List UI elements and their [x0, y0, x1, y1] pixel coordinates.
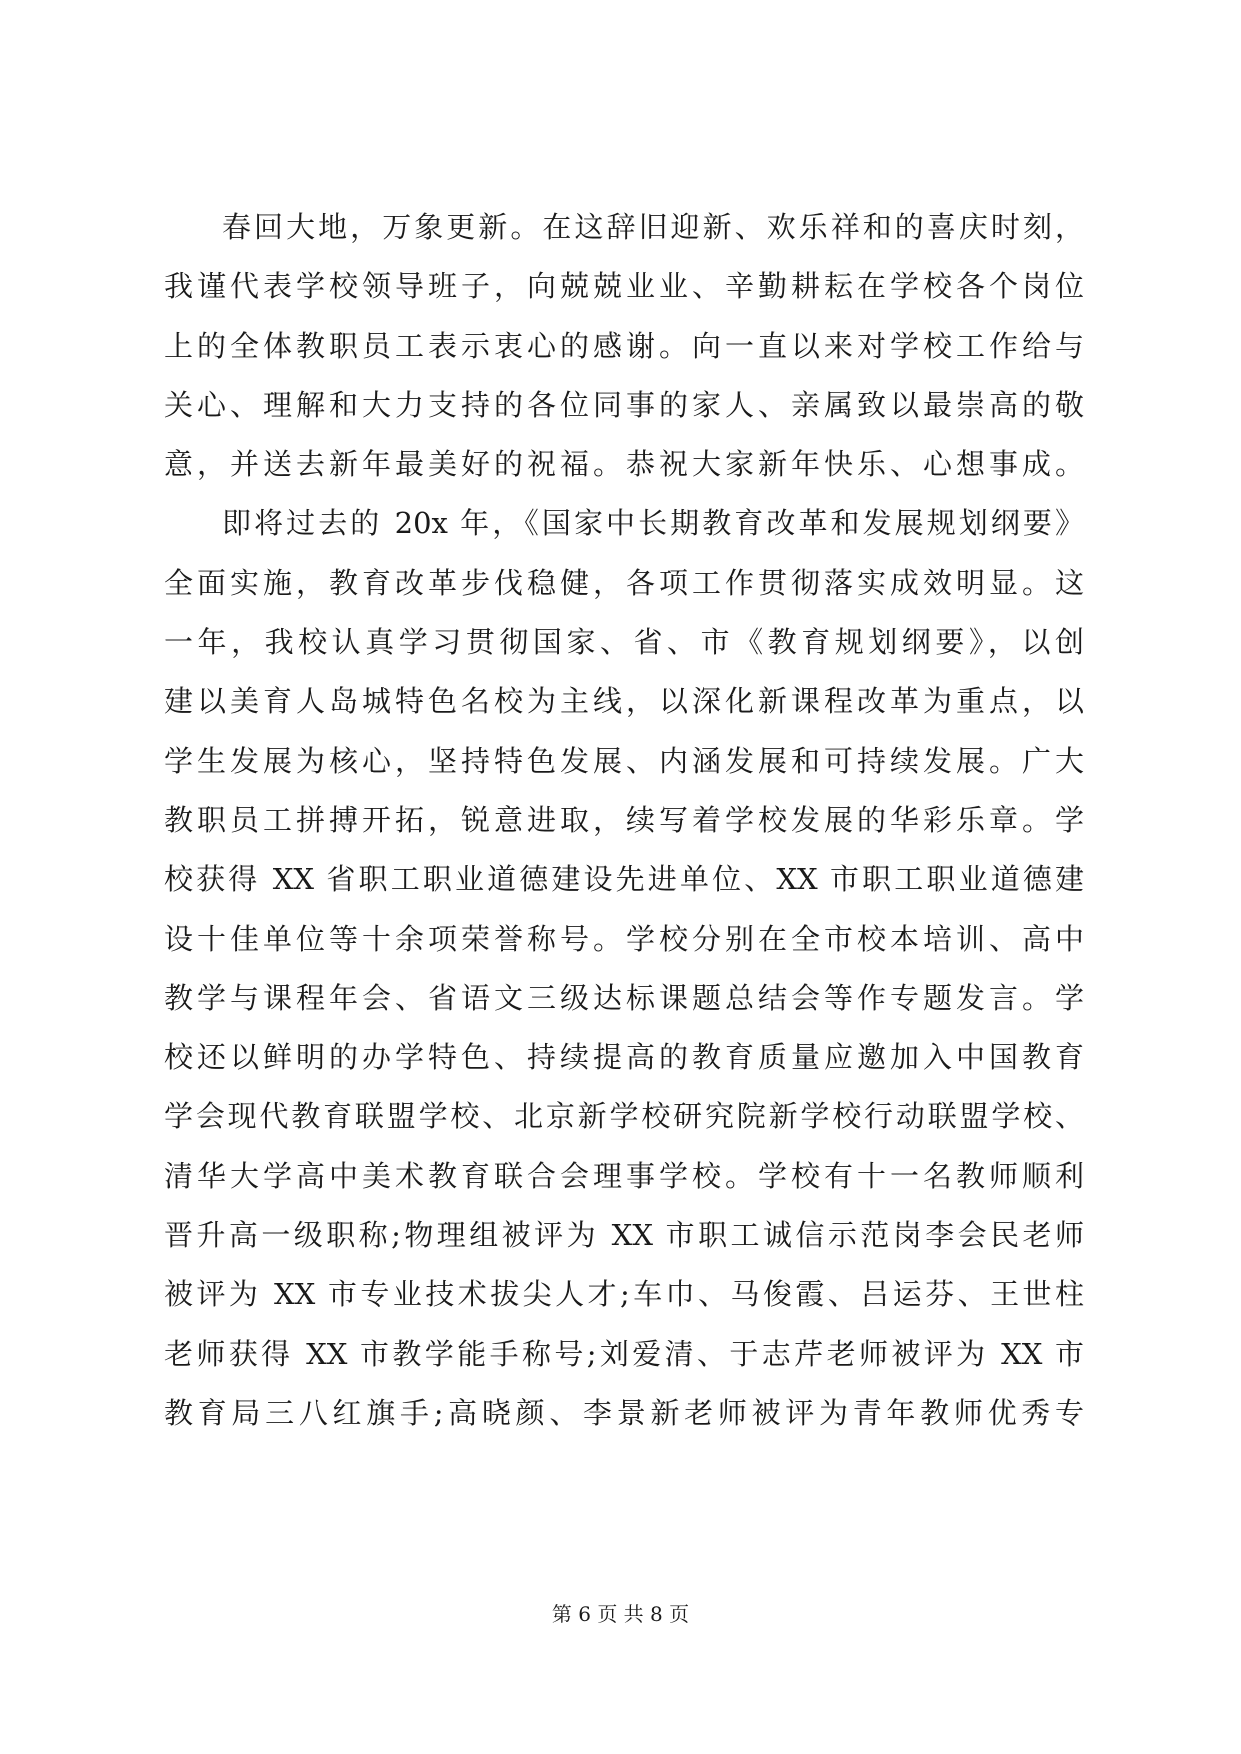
- paragraph-1-line-2: 我谨代表学校领导班子，向兢兢业业、辛勤耕耘在学校各个岗位: [164, 269, 1084, 304]
- paragraph-2-line-5: 学生发展为核心，坚持特色发展、内涵发展和可持续发展。广大: [164, 743, 1084, 778]
- paragraph-2-line-14: 被评为 XX 市专业技术拔尖人才;车巾、马俊霞、吕运芬、王世柱: [164, 1277, 1084, 1312]
- paragraph-2-line-7: 校获得 XX 省职工职业道德建设先进单位、XX 市职工职业道德建: [164, 862, 1084, 897]
- document-body: [164, 198, 1084, 1443]
- paragraph-2-line-3: 一年，我校认真学习贯彻国家、省、市《教育规划纲要》，以创: [164, 625, 1084, 660]
- paragraph-2-line-4: 建以美育人岛城特色名校为主线，以深化新课程改革为重点，以: [164, 684, 1084, 719]
- paragraph-2-line-9: 教学与课程年会、省语文三级达标课题总结会等作专题发言。学: [164, 980, 1084, 1015]
- paragraph-1-line-4: 关心、理解和大力支持的各位同事的家人、亲属致以最崇高的敬: [164, 387, 1084, 422]
- paragraph-1-line-1: 春回大地，万象更新。在这辞旧迎新、欢乐祥和的喜庆时刻，: [222, 210, 1084, 244]
- page-footer: [0, 1600, 1241, 1628]
- paragraph-2-line-10: 校还以鲜明的办学特色、持续提高的教育质量应邀加入中国教育: [164, 1040, 1084, 1075]
- paragraph-2-line-8: 设十佳单位等十余项荣誉称号。学校分别在全市校本培训、高中: [164, 921, 1084, 956]
- page-number-label: 第 6 页 共 8 页: [551, 1602, 690, 1626]
- paragraph-1-line-3: 上的全体教职员工表示衷心的感谢。向一直以来对学校工作给与: [164, 328, 1084, 363]
- paragraph-2-line-15: 老师获得 XX 市教学能手称号;刘爱清、于志芹老师被评为 XX 市: [164, 1336, 1084, 1371]
- paragraph-2-line-12: 清华大学高中美术教育联合会理事学校。学校有十一名教师顺利: [164, 1158, 1084, 1193]
- paragraph-2-line-11: 学会现代教育联盟学校、北京新学校研究院新学校行动联盟学校、: [164, 1099, 1084, 1134]
- paragraph-2-line-6: 教职员工拼搏开拓，锐意进取，续写着学校发展的华彩乐章。学: [164, 802, 1084, 837]
- paragraph-2-line-13: 晋升高一级职称;物理组被评为 XX 市职工诚信示范岗李会民老师: [164, 1218, 1084, 1253]
- paragraph-1-line-5: 意，并送去新年最美好的祝福。恭祝大家新年快乐、心想事成。: [164, 447, 1084, 482]
- paragraph-2-line-16: 教育局三八红旗手;高晓颜、李景新老师被评为青年教师优秀专: [164, 1395, 1084, 1430]
- paragraph-2-line-2: 全面实施，教育改革步伐稳健，各项工作贯彻落实成效明显。这: [164, 565, 1084, 600]
- paragraph-2-line-1: 即将过去的 20x 年，《国家中长期教育改革和发展规划纲要》: [222, 506, 1084, 541]
